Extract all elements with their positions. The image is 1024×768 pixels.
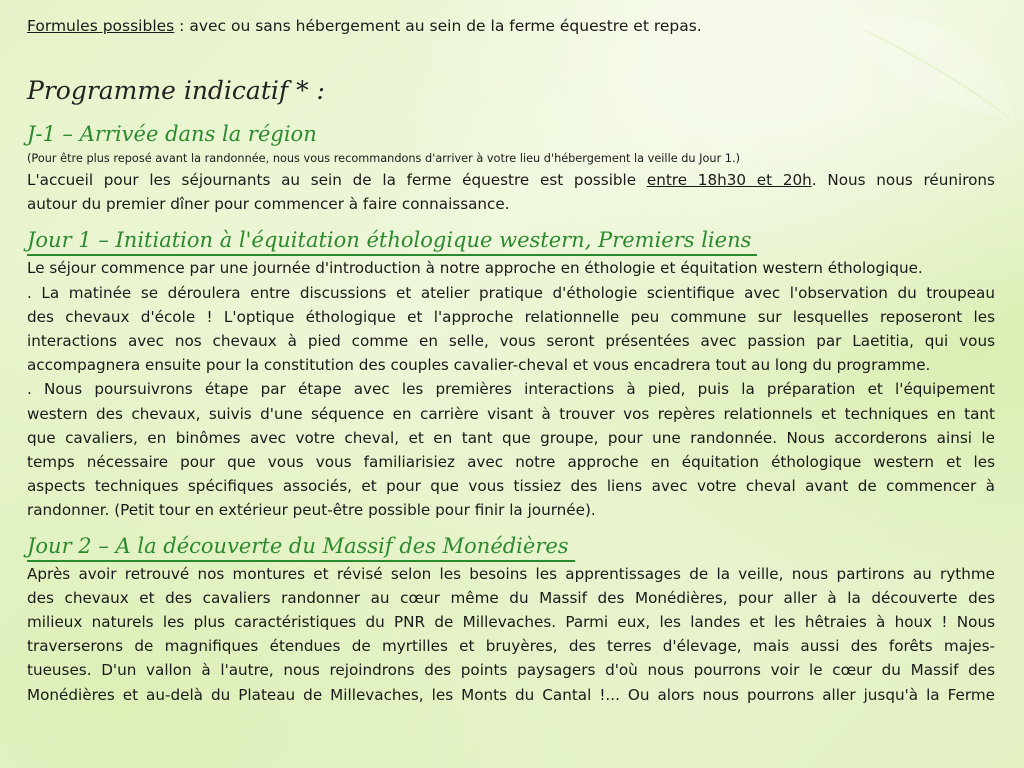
jour1-line: des chevaux d'école ! L'optique éthologique et l'approche relationnelle peu commune sur lesquelles reposeront les [27,307,995,326]
jour1-line: interactions avec nos chevaux à pied comme en selle, vous seront présentées avec passion par Laetitia, qui vous [27,332,995,351]
programme-heading: Programme indicatif * : [27,76,325,105]
jour1-line: . La matinée se déroulera entre discussions et atelier pratique d'éthologie scientifique avec l'observation du troupeau [27,283,995,302]
jour1-line: western des chevaux, suivis d'une séquence en carrière visant à trouver vos repères relationnels et techniques en tant [27,404,995,423]
jour2-line: Après avoir retrouvé nos montures et révisé selon les besoins les apprentissages de la veille, nous partirons au rythme [27,564,995,583]
jour2-line: milieux naturels les plus caractéristiques du PNR de Millevaches. Parmi eux, les landes et les hêtraies à houx ! Nous [27,613,995,632]
j1-text-a: L'accueil pour les séjournants au sein de la ferme équestre est possible [27,171,647,189]
jour1-line: accompagnera ensuite pour la constitution des couples cavalier-cheval et vous encadrera tout au long du programme. [27,356,931,375]
jour2-line: Monédières et au-delà du Plateau de Millevaches, les Monts du Cantal !... Ou alors nous pourrons aller jusqu'à la Ferme [27,685,995,704]
j1-note: (Pour être plus reposé avant la randonnée, nous vous recommandons d'arriver à votre lieu d'hébergement la veille du Jour 1.) [27,152,740,165]
j1-time-window: entre 18h30 et 20h [646,171,812,189]
jour1-line: temps nécessaire pour que vous vous familiarisiez avec notre approche en équitation éthologique western et les [27,453,995,472]
jour1-line: . Nous poursuivrons étape par étape avec les premières interactions à pied, puis la préparation et l'équipement [27,380,995,399]
document-page [27,14,995,707]
j1-paragraph-line-1 [27,168,995,192]
j1-heading: J-1 – Arrivée dans la région [27,122,317,146]
jour1-paragraph [27,256,995,522]
jour1-line: que cavaliers, en binômes avec votre cheval, et en tant que groupe, pour une randonnée. Nous accorderons ainsi le [27,428,995,447]
jour2-heading: Jour 2 – A la découverte du Massif des Monédières [27,532,575,562]
jour2-line: traverserons de magnifiques étendues de myrtilles et bruyères, des terres d'élevage, mais aussi des forêts majes- [27,637,995,656]
jour1-heading: Jour 1 – Initiation à l'équitation éthologique western, Premiers liens [27,226,757,256]
formules-line [27,14,995,38]
formules-text: : avec ou sans hébergement au sein de la ferme équestre et repas. [174,17,702,35]
j1-text-b: . Nous nous réunirons [811,171,995,189]
jour1-line: Le séjour commence par une journée d'introduction à notre approche en éthologie et équitation western éthologique. [27,259,923,278]
jour2-paragraph [27,562,995,707]
formules-label: Formules possibles [27,17,175,35]
jour2-line: tueuses. D'un vallon à l'autre, nous rejoindrons des points paysagers d'où nous pourrons voir le cœur du Massif des [27,661,995,680]
jour2-line: des chevaux et des cavaliers randonner au cœur même du Massif des Monédières, pour aller à la découverte des [27,588,995,607]
jour1-line: randonner. (Petit tour en extérieur peut-être possible pour finir la journée). [27,501,596,520]
j1-paragraph-line-2: autour du premier dîner pour commencer à faire connaissance. [27,195,510,214]
jour1-line: aspects techniques spécifiques associés, et pour que vous tissiez des liens avec votre cheval avant de commencer à [27,477,995,496]
